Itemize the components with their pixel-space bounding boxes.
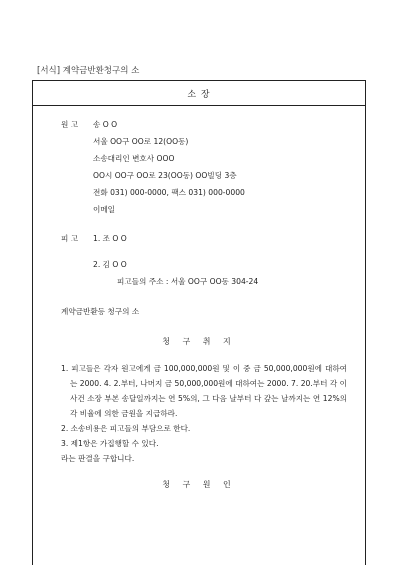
claim-item: 1. 피고들은 각자 원고에게 금 100,000,000원 및 이 중 금 50,000,000원에 대하여는 2000. 4. 2.부터, 나머지 금 50,000,000원에 대하여는 2000. 7. 20.부터 각 이 사건 소장 부본 송달일까지는 연 5%의, 그 다음 날부터 다 갚는 날까지는 연 12%의 각 비율에 의한 금원을 지급하라.	[61, 364, 347, 418]
plaintiff-role-label: 원 고	[61, 120, 79, 129]
claim-item: 2. 소송비용은 피고들의 부담으로 한다.	[61, 424, 191, 433]
attorney-email: 이메일	[93, 205, 116, 214]
defendant-item: 2. 김 O O	[93, 260, 127, 269]
document-title: 소 장	[33, 81, 365, 106]
claim-cause-heading: 청 구 원 인	[162, 480, 236, 489]
defendants-address: 피고들의 주소 : 서울 OO구 OO동 304-24	[117, 277, 259, 286]
defendant-role-label: 피 고	[61, 234, 79, 243]
complaint-document	[32, 80, 366, 565]
plaintiff-address: 서울 OO구 OO로 12(OO동)	[93, 137, 189, 146]
claim-list	[61, 361, 347, 466]
defendant-item: 1. 조 O O	[93, 234, 127, 243]
document-caption: [서식] 계약금반환청구의 소	[37, 66, 140, 76]
claim-purpose-heading: 청 구 취 지	[162, 337, 236, 346]
plaintiff-name: 송 O O	[93, 120, 118, 129]
attorney-address: OO시 OO구 OO로 23(OO동) OO빌딩 3층	[93, 171, 237, 180]
plaintiff-attorney: 소송대리인 변호사 OOO	[93, 154, 175, 163]
claim-item: 3. 제1항은 가집행할 수 있다.	[61, 439, 159, 448]
judgment-request: 라는 판결을 구합니다.	[61, 454, 135, 463]
attorney-phone-fax: 전화 031) 000-0000, 팩스 031) 000-0000	[93, 188, 245, 197]
case-name: 계약금반환등 청구의 소	[61, 307, 140, 316]
